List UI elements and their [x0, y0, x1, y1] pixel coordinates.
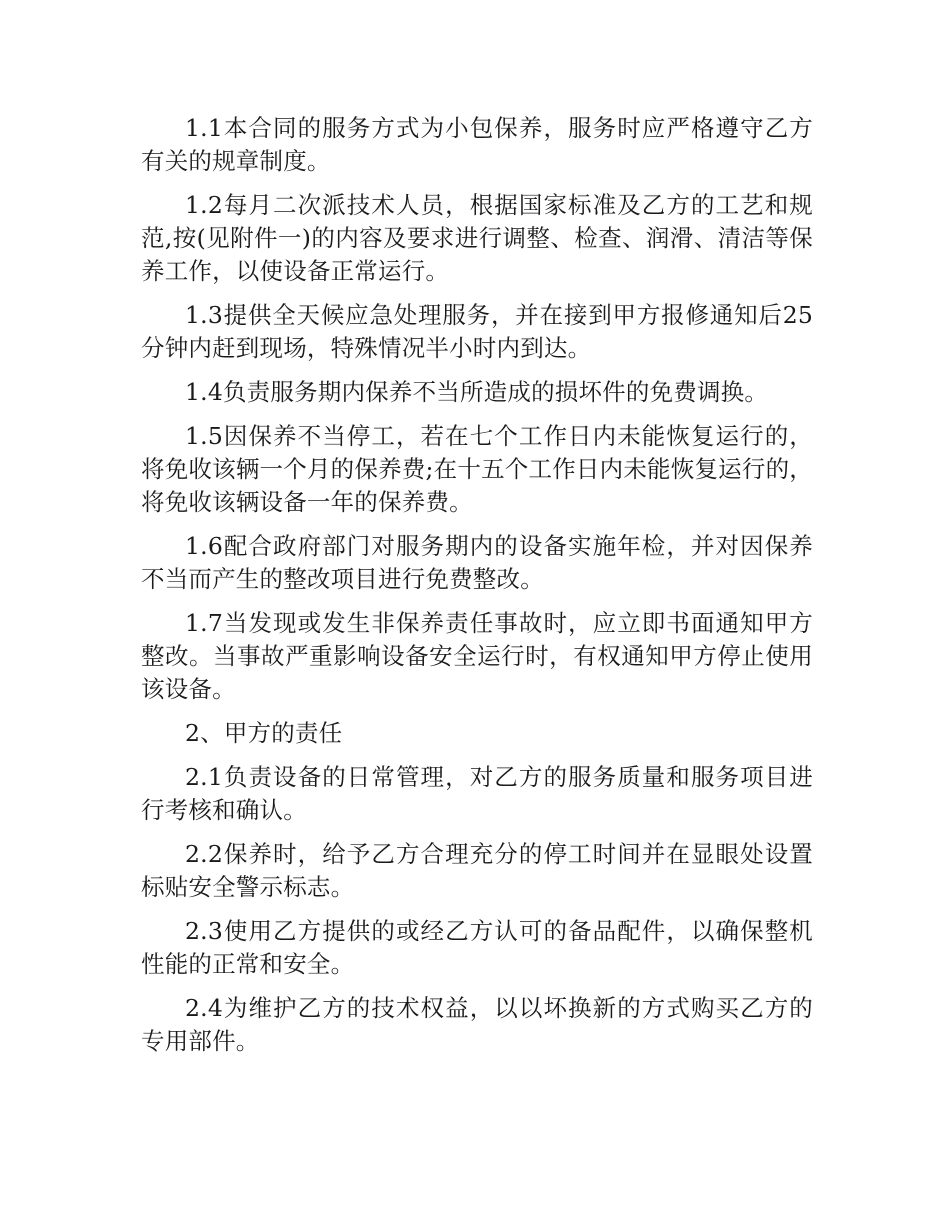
clause-2-3: 2.3使用乙方提供的或经乙方认可的备品配件，以确保整机性能的正常和安全。: [141, 917, 813, 978]
document-page: [141, 112, 813, 1069]
section-heading-party-a-responsibilities: 2、甲方的责任: [185, 719, 343, 747]
clause-1-1: 1.1本合同的服务方式为小包保养，服务时应严格遵守乙方有关的规章制度。: [141, 114, 813, 175]
clause-2-2: 2.2保养时，给予乙方合理充分的停工时间并在显眼处设置标贴安全警示标志。: [141, 840, 813, 901]
clause-1-7: 1.7当发现或发生非保养责任事故时，应立即书面通知甲方整改。当事故严重影响设备安全运行时，有权通知甲方停止使用该设备。: [141, 609, 813, 703]
clause-1-5: 1.5因保养不当停工，若在七个工作日内未能恢复运行的，将免收该辆一个月的保养费;在十五个工作日内未能恢复运行的，将免收该辆设备一年的保养费。: [141, 422, 813, 516]
clause-1-3: 1.3提供全天候应急处理服务，并在接到甲方报修通知后25分钟内赶到现场，特殊情况半小时内到达。: [141, 301, 813, 362]
clause-1-4: 1.4负责服务期内保养不当所造成的损坏件的免费调换。: [185, 378, 769, 406]
clause-1-2: 1.2每月二次派技术人员，根据国家标准及乙方的工艺和规范,按(见附件一)的内容及要求进行调整、检查、润滑、清洁等保养工作，以使设备正常运行。: [141, 191, 813, 285]
clause-1-6: 1.6配合政府部门对服务期内的设备实施年检，并对因保养不当而产生的整改项目进行免费整改。: [141, 532, 813, 593]
clause-2-4: 2.4为维护乙方的技术权益，以以坏换新的方式购买乙方的专用部件。: [141, 994, 813, 1055]
clause-2-1: 2.1负责设备的日常管理，对乙方的服务质量和服务项目进行考核和确认。: [141, 763, 813, 824]
